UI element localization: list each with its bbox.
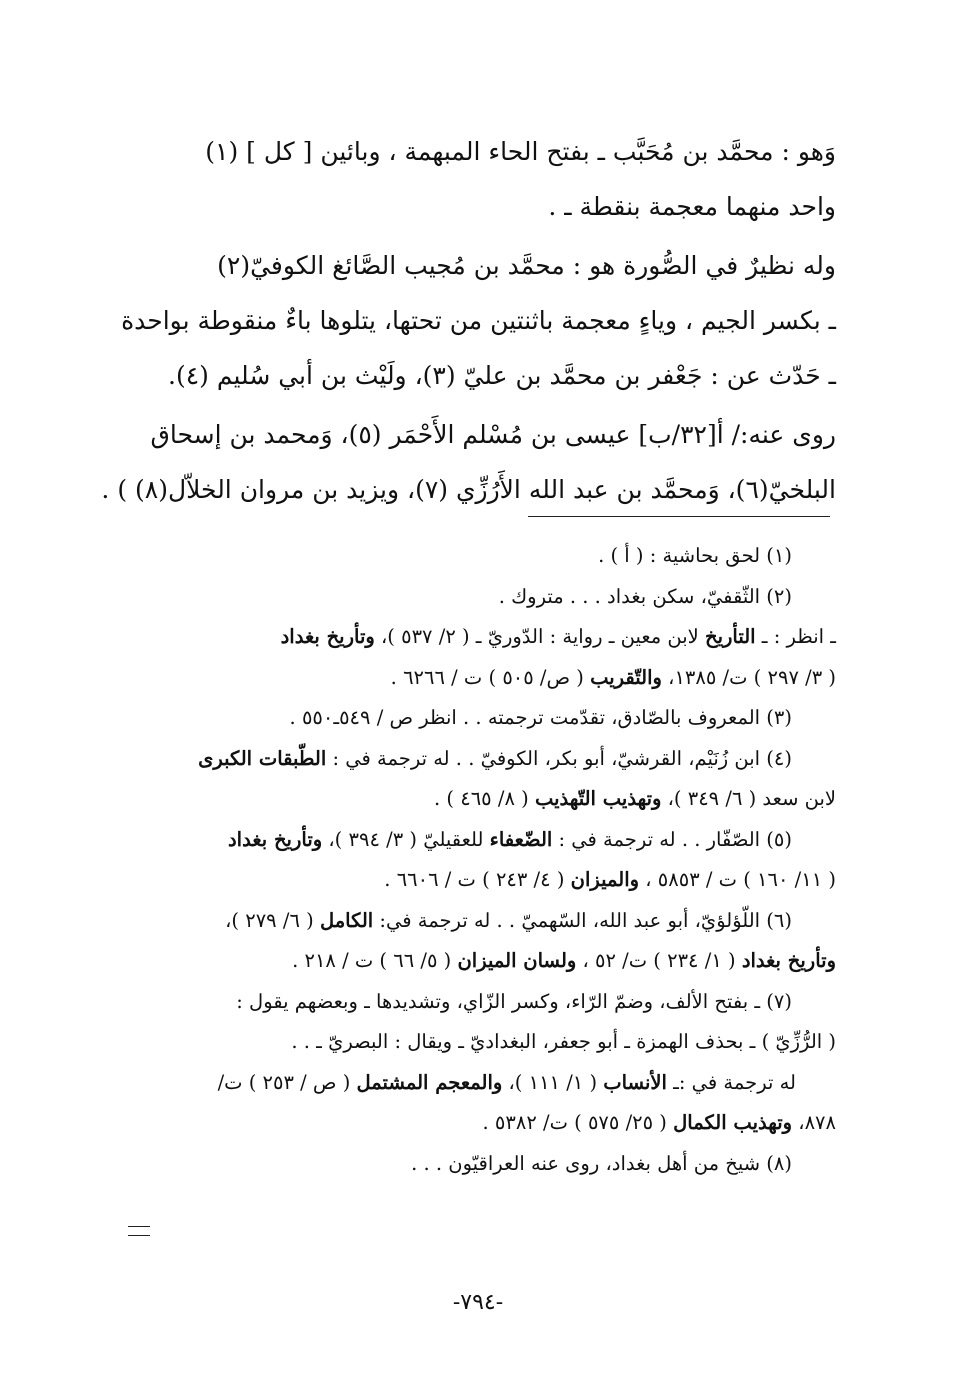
text-line: واحد منهما معجمة بنقطة ـ . — [548, 192, 836, 221]
source-title: وتأريخ بغداد — [280, 625, 375, 648]
text-line: ـ حَدّث عن : جَعْفر بن محمَّد بن عليّ (٣)، ولَيْث بن أبي سُليم (٤). — [168, 361, 836, 390]
footnote-5-cont — [118, 860, 836, 901]
footnote-text: لابن معين ـ رواية : الدّوريّ ـ ( ٢/ ٥٣٧ )، — [374, 625, 705, 648]
source-title: الطّبقات الكبرى — [198, 746, 327, 770]
footnote-text: ( ٨/ ٤٦٥ ) . — [434, 787, 535, 810]
footnote-6 — [118, 901, 836, 942]
footnote-separator — [528, 516, 830, 517]
page-number: -٧٩٤- — [452, 1290, 504, 1315]
footnote-7-sources — [118, 1063, 836, 1104]
footnote-text: ( ٣/ ٢٩٧ ) ت/ ١٣٨٥، — [661, 665, 836, 689]
footnote-text: ( ٢٥/ ٥٧٥ ) ت/ ٥٣٨٢ . — [482, 1111, 674, 1134]
footnote-text: ( ١١/ ١٦٠ ) ت / ٥٨٥٣ ، — [639, 868, 836, 891]
paragraph-2 — [118, 238, 836, 403]
footnote-text: للعقيليّ ( ٣/ ٣٩٤ )، — [322, 827, 490, 851]
footnote-text: (٥) الصّفّار . . له ترجمة في : — [552, 827, 792, 851]
source-title: وتأريخ بغداد — [228, 827, 323, 851]
footnote-text: ( ١/ ١١١ )، — [502, 1070, 604, 1094]
footnote-text: (٤) ابن زُنَيْم، القرشيّ، أبو بكر، الكوفيّ . . له ترجمة في : — [326, 746, 792, 770]
footnote-3: (٣) المعروف بالصّادق، تقدّمت ترجمته . . انظر ص / ٥٤٩ـ٥٥٠ . — [289, 706, 792, 729]
footnote-text: ( ص / ٢٥٣ ) ت/ — [217, 1070, 357, 1094]
footnote-text: ( ١/ ٢٣٤ ) ت/ ٥٢ ، — [576, 949, 742, 972]
footnote-8: (٨) شيخ من أهل بغداد، روى عنه العراقيّون . . . — [411, 1151, 792, 1175]
footnote-text: ٨٧٨، — [792, 1111, 836, 1134]
paragraph-3 — [101, 407, 836, 517]
source-title: والتّقريب — [590, 665, 662, 689]
footnote-6-cont — [118, 941, 836, 982]
text-line: وَهو : محمَّد بن مُحَبَّب ـ بفتح الحاء المبهمة ، وبائين [ كل ] (١) — [205, 137, 836, 166]
source-title: الضّعفاء — [489, 827, 553, 851]
footnote-text: له ترجمة في :ـ — [666, 1070, 796, 1094]
footnote-text: ( ص/ ٥٠٥ ) ت / ٦٢٦٦ . — [390, 665, 591, 689]
footnote-1: (١) لحق بحاشية : ( أ ) . — [598, 544, 792, 567]
source-title: التأريخ — [704, 625, 756, 648]
source-title: وتهذيب التّهذيب — [534, 787, 662, 810]
main-text-block — [101, 124, 836, 521]
footnote-4 — [118, 739, 836, 780]
continuation-mark — [128, 1226, 150, 1236]
footnote-7: (٧) ـ بفتح الألف، وضمّ الرّاء، وكسر الزّاي، وتشديدها ـ وبعضهم يقول : — [236, 989, 792, 1013]
source-title: ولسان الميزان — [457, 949, 577, 972]
text-line: ـ بكسر الجيم ، وياءٍ معجمة باثنتين من تحتها، يتلوها باءٌ منقوطة بواحدة — [121, 306, 836, 335]
footnote-2-sources-cont — [118, 658, 836, 699]
footnote-text: ( ٥/ ٦٦ ) ت / ٢١٨ . — [292, 949, 458, 972]
footnotes-block — [118, 536, 836, 1184]
footnote-text: لابن سعد ( ٦/ ٣٤٩ )، — [661, 787, 836, 810]
source-title: والمعجم المشتمل — [356, 1070, 503, 1094]
footnote-2: (٢) الثّقفيّ، سكن بغداد . . . متروك . — [498, 584, 792, 608]
source-title: الأنساب — [603, 1070, 667, 1094]
footnote-2-sources — [118, 617, 836, 658]
footnote-5 — [118, 820, 836, 861]
footnote-text: ( ٤/ ٢٤٣ ) ت / ٦٦٠٦ . — [384, 868, 571, 891]
text-line: روى عنه:/ أ[٣٢/ب] عيسى بن مُسْلم الأَحْمَر (٥)، وَمحمد بن إسحاق — [150, 420, 836, 449]
text-line: وله نظيرٌ في الصُّورة هو : محمَّد بن مُجيب الصَّائغ الكوفيّ(٢) — [217, 251, 836, 280]
text-line: البلخيّ(٦)، وَمحمَّد بن عبد الله الأَرُزِّي (٧)، ويزيد بن مروان الخلاّل(٨) ) . — [101, 475, 836, 504]
source-title: وتهذيب الكمال — [673, 1111, 793, 1134]
footnote-text: (٦) اللّؤلؤيّ، أبو عبد الله، السّهميّ . . له ترجمة في: — [373, 908, 792, 932]
paragraph-1 — [118, 124, 836, 234]
footnote-7-sources-cont — [118, 1103, 836, 1144]
source-title: وتأريخ بغداد — [741, 949, 836, 972]
footnote-7-cont: ( الرُّزِّيّ ) ـ بحذف الهمزة ـ أبو جعفر، البغداديّ ـ ويقال : البصريّ ـ . . — [291, 1030, 836, 1053]
source-title: والميزان — [570, 868, 640, 891]
footnote-4-cont — [118, 779, 836, 820]
source-title: الكامل — [319, 908, 374, 932]
footnote-text: ـ انظر : ـ — [755, 625, 836, 648]
footnote-text: ( ٦/ ٢٧٩ )، — [225, 908, 320, 932]
